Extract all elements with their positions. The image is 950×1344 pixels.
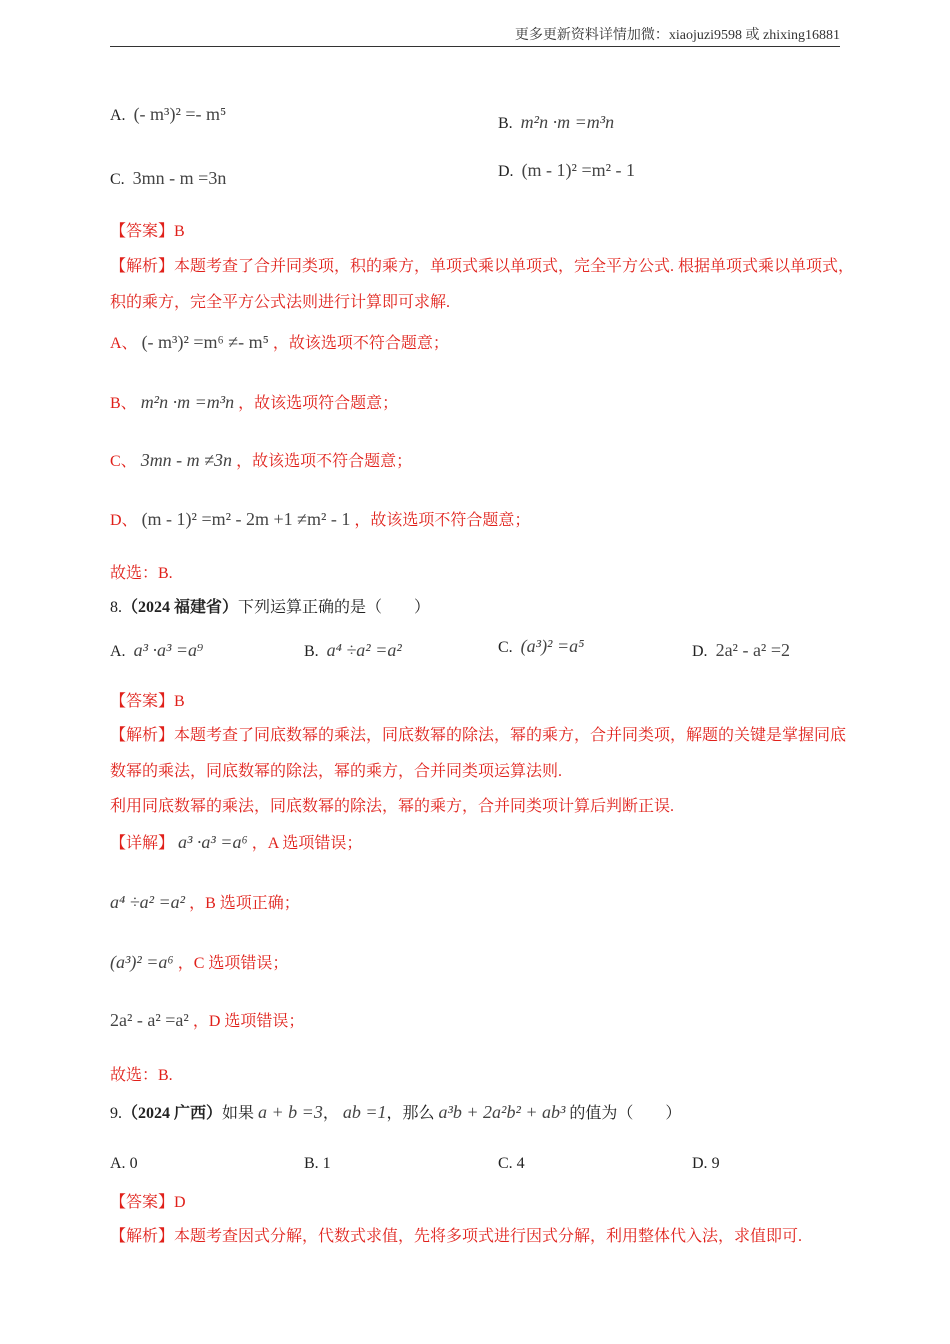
question-number: 8. bbox=[110, 599, 122, 616]
q8-detail-a bbox=[110, 830, 362, 853]
q7-detail-c bbox=[110, 448, 412, 471]
given-expression-1: a + b =3 bbox=[258, 1102, 323, 1122]
q8-option-b bbox=[304, 640, 402, 661]
detail-expression: m²n ·m =m³n bbox=[140, 392, 235, 412]
option-label: B. bbox=[498, 115, 513, 132]
q8-stem bbox=[110, 594, 430, 617]
q7-conclusion: 故选：B. bbox=[110, 565, 173, 582]
q9-analysis-line-1 bbox=[110, 1223, 802, 1246]
q8-analysis-line-1 bbox=[110, 722, 846, 745]
q9-option-c bbox=[498, 1155, 525, 1173]
option-label: A. bbox=[110, 107, 126, 124]
detail-comment: ，D 选项错误； bbox=[192, 1013, 305, 1030]
option-label: D. bbox=[692, 1155, 708, 1172]
question-source: （2024 广西） bbox=[122, 1105, 223, 1122]
analysis-text: 本题考查了合并同类项，积的乘方，单项式乘以单项式，完全平方公式. 根据单项式乘以单项式， bbox=[174, 258, 855, 275]
detail-expression: 3mn - m ≠3n bbox=[140, 450, 233, 470]
page-header bbox=[110, 24, 840, 47]
detail-comment: ，故该选项不符合题意； bbox=[272, 335, 449, 352]
option-label: B. bbox=[304, 643, 319, 660]
detail-label: A、 bbox=[110, 335, 138, 352]
q7-option-b bbox=[498, 112, 614, 133]
detail-comment: ，故该选项不符合题意； bbox=[236, 453, 413, 470]
q7-analysis-line-2: 积的乘方，完全平方公式法则进行计算即可求解. bbox=[110, 294, 451, 311]
q9-answer: 【答案】D bbox=[110, 1194, 186, 1211]
q8-option-a bbox=[110, 640, 203, 661]
question-number: 9. bbox=[110, 1105, 122, 1122]
option-label: C. bbox=[498, 639, 513, 656]
option-value: 1 bbox=[322, 1155, 331, 1172]
question-text: 下列运算正确的是（ ） bbox=[238, 599, 431, 616]
question-source: （2024 福建省） bbox=[122, 599, 239, 616]
detail-comment: ，B 选项正确； bbox=[189, 895, 300, 912]
q8-option-c bbox=[498, 636, 584, 657]
option-label: C. bbox=[498, 1155, 513, 1172]
detail-comment: ，A 选项错误； bbox=[251, 835, 363, 852]
analysis-tag: 【解析】 bbox=[110, 1228, 175, 1245]
option-expression: a³ ·a³ =a⁹ bbox=[133, 640, 204, 660]
option-value: 0 bbox=[129, 1155, 138, 1172]
q7-detail-a bbox=[110, 330, 449, 353]
detail-expression: (- m³)² =m⁶ ≠- m⁵ bbox=[141, 332, 269, 352]
option-expression: m²n ·m =m³n bbox=[520, 112, 615, 132]
option-value: 4 bbox=[516, 1155, 525, 1172]
detail-expression: (a³)² =a⁶ bbox=[110, 952, 174, 972]
q7-answer: 【答案】B bbox=[110, 223, 185, 240]
q9-option-b bbox=[304, 1155, 331, 1173]
q8-analysis-line-2: 数幂的乘法，同底数幂的除法，幂的乘方，合并同类项运算法则. bbox=[110, 763, 563, 780]
q7-detail-b bbox=[110, 390, 398, 413]
option-expression: (a³)² =a⁵ bbox=[520, 636, 585, 656]
option-expression: (- m³)² =- m⁵ bbox=[133, 104, 227, 124]
q7-detail-d bbox=[110, 507, 530, 530]
given-expression-2: ab =1 bbox=[342, 1102, 387, 1122]
detail-comment: ，故该选项符合题意； bbox=[238, 395, 399, 412]
question-text: 如果 bbox=[222, 1105, 255, 1122]
detail-expression: (m - 1)² =m² - 2m +1 ≠m² - 1 bbox=[141, 509, 351, 529]
option-expression: 2a² - a² =2 bbox=[715, 640, 790, 660]
option-expression: 3mn - m =3n bbox=[132, 168, 227, 188]
option-expression: a⁴ ÷a² =a² bbox=[326, 640, 402, 660]
separator: ， bbox=[322, 1105, 339, 1122]
q7-option-c bbox=[110, 168, 226, 189]
question-text: ，那么 bbox=[386, 1105, 435, 1122]
detail-label: B、 bbox=[110, 395, 137, 412]
target-expression: a³b + 2a²b² + ab³ bbox=[438, 1102, 566, 1122]
q7-option-d bbox=[498, 160, 635, 181]
q8-answer: 【答案】B bbox=[110, 693, 185, 710]
detail-expression: a⁴ ÷a² =a² bbox=[110, 892, 186, 912]
option-label: D. bbox=[692, 643, 708, 660]
analysis-tag: 【解析】 bbox=[110, 258, 175, 275]
option-label: B. bbox=[304, 1155, 319, 1172]
q7-analysis-line-1 bbox=[110, 253, 854, 276]
detail-comment: ，C 选项错误； bbox=[177, 955, 289, 972]
q8-detail-d bbox=[110, 1008, 304, 1031]
option-label: C. bbox=[110, 171, 125, 188]
detail-tag: 【详解】 bbox=[110, 835, 175, 852]
detail-expression: a³ ·a³ =a⁶ bbox=[178, 832, 248, 852]
analysis-text: 本题考查因式分解，代数式求值，先将多项式进行因式分解，利用整体代入法，求值即可. bbox=[174, 1228, 803, 1245]
q9-option-d bbox=[692, 1155, 720, 1173]
q9-stem bbox=[110, 1100, 681, 1123]
option-label: A. bbox=[110, 1155, 126, 1172]
option-label: A. bbox=[110, 643, 126, 660]
q8-analysis-line-3: 利用同底数幂的乘法，同底数幂的除法，幂的乘方，合并同类项计算后判断正误. bbox=[110, 798, 675, 815]
detail-label: D、 bbox=[110, 512, 138, 529]
q8-conclusion: 故选：B. bbox=[110, 1067, 173, 1084]
q8-detail-b bbox=[110, 890, 300, 913]
header-text: 更多更新资料详情加微：xiaojuzi9598 或 zhixing16881 bbox=[514, 28, 840, 43]
detail-expression: 2a² - a² =a² bbox=[110, 1010, 189, 1030]
analysis-text: 本题考查了同底数幂的乘法，同底数幂的除法，幂的乘方，合并同类项，解题的关键是掌握同底 bbox=[174, 727, 847, 744]
option-value: 9 bbox=[711, 1155, 720, 1172]
detail-comment: ，故该选项不符合题意； bbox=[354, 512, 531, 529]
q8-option-d bbox=[692, 640, 790, 661]
detail-label: C、 bbox=[110, 453, 137, 470]
q7-option-a bbox=[110, 104, 226, 125]
q9-option-a bbox=[110, 1155, 138, 1173]
question-text: 的值为（ ） bbox=[569, 1105, 682, 1122]
q8-detail-c bbox=[110, 950, 288, 973]
option-label: D. bbox=[498, 163, 514, 180]
option-expression: (m - 1)² =m² - 1 bbox=[521, 160, 635, 180]
analysis-tag: 【解析】 bbox=[110, 727, 175, 744]
